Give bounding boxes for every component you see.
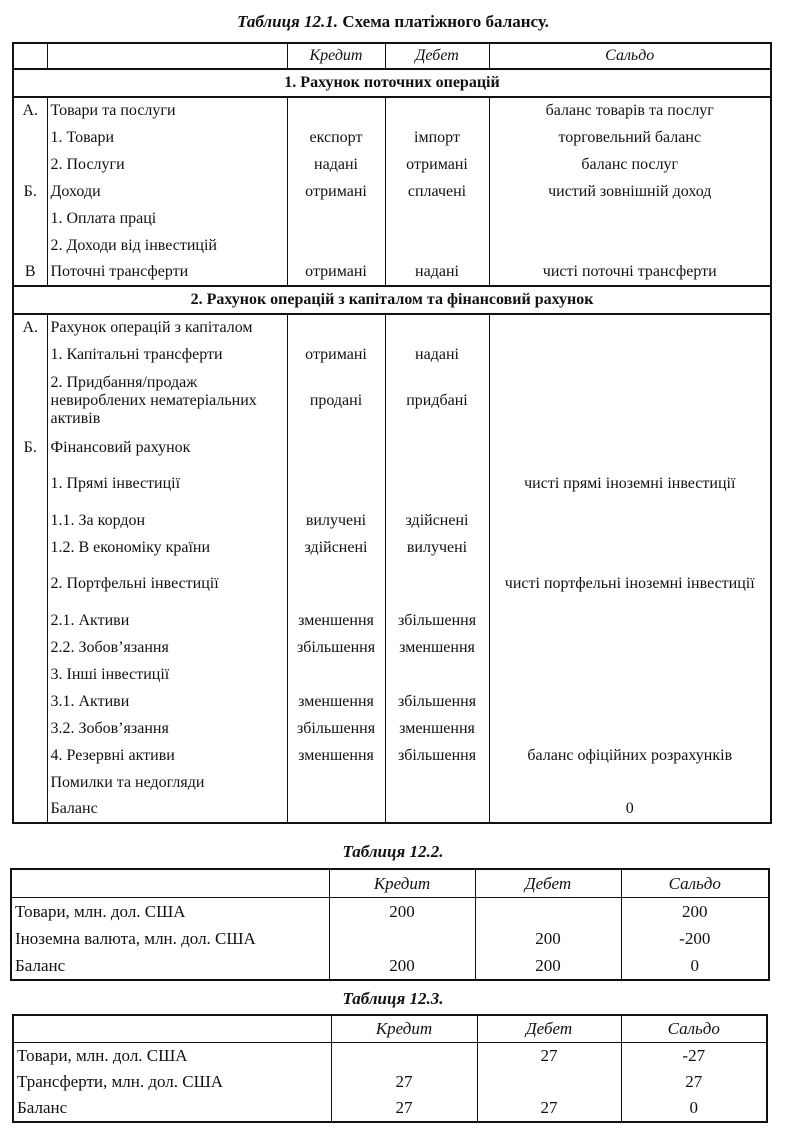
credit-cell: збільшення <box>287 634 385 661</box>
debit-cell: 27 <box>477 1043 621 1070</box>
column-header: Дебет <box>385 43 489 69</box>
balance-cell <box>489 314 771 341</box>
table-12-3-caption: Таблиця 12.3. <box>342 989 444 1008</box>
credit-cell: 27 <box>331 1069 477 1095</box>
item-label: 2.2. Зобов’язання <box>47 634 287 661</box>
row-letter <box>13 368 47 434</box>
debit-cell: 27 <box>477 1095 621 1122</box>
table-row <box>13 97 771 124</box>
row-letter: А. <box>13 97 47 124</box>
row-letter <box>13 124 47 151</box>
balance-cell <box>489 769 771 796</box>
row-letter <box>13 742 47 769</box>
item-label: Товари, млн. дол. США <box>11 898 329 926</box>
credit-cell: зменшення <box>287 742 385 769</box>
debit-cell: сплачені <box>385 178 489 205</box>
row-letter <box>13 661 47 688</box>
row-letter: А. <box>13 314 47 341</box>
row-letter <box>13 796 47 823</box>
item-label: 1. Капітальні трансферти <box>47 341 287 368</box>
item-label: 4. Резервні активи <box>47 742 287 769</box>
table-row <box>13 124 771 151</box>
section-row <box>13 69 771 97</box>
header-row <box>13 1015 767 1043</box>
row-letter <box>13 607 47 634</box>
column-header: Сальдо <box>489 43 771 69</box>
balance-cell: чисті портфельні іноземні інвестиції <box>489 561 771 607</box>
debit-cell: отримані <box>385 151 489 178</box>
credit-cell <box>287 661 385 688</box>
credit-cell: продані <box>287 368 385 434</box>
column-header: Кредит <box>329 869 475 898</box>
credit-cell <box>287 796 385 823</box>
debit-cell <box>475 898 621 926</box>
column-header <box>47 43 287 69</box>
balance-cell: 0 <box>621 952 769 980</box>
balance-cell: 200 <box>621 898 769 926</box>
debit-cell <box>477 1069 621 1095</box>
credit-cell: здійснені <box>287 534 385 561</box>
item-label: Іноземна валюта, млн. дол. США <box>11 925 329 952</box>
row-letter <box>13 561 47 607</box>
debit-cell: збільшення <box>385 688 489 715</box>
item-label: Баланс <box>47 796 287 823</box>
item-label: 2. Доходи від інвестицій <box>47 232 287 259</box>
table-row <box>13 232 771 259</box>
row-letter <box>13 461 47 507</box>
table-row <box>13 742 771 769</box>
section-title: 2. Рахунок операцій з капіталом та фінансовий рахунок <box>13 286 771 314</box>
table-row <box>13 715 771 742</box>
balance-cell <box>489 341 771 368</box>
debit-cell: збільшення <box>385 607 489 634</box>
debit-cell <box>385 205 489 232</box>
credit-cell <box>287 205 385 232</box>
row-letter <box>13 688 47 715</box>
payment-balance-scheme-table <box>12 42 772 824</box>
caption-number: Таблиця 12.1. <box>237 12 339 31</box>
table-row <box>13 178 771 205</box>
column-header <box>13 43 47 69</box>
credit-cell <box>287 769 385 796</box>
item-label: Товари та послуги <box>47 97 287 124</box>
item-label: Фінансовий рахунок <box>47 434 287 461</box>
balance-cell: торговельний баланс <box>489 124 771 151</box>
credit-cell <box>287 97 385 124</box>
table-12-2-caption: Таблиця 12.2. <box>342 842 444 861</box>
balance-cell: 27 <box>621 1069 767 1095</box>
column-header: Сальдо <box>621 869 769 898</box>
caption-title: Схема платіжного балансу. <box>338 12 549 31</box>
balance-cell <box>489 661 771 688</box>
balance-cell <box>489 232 771 259</box>
debit-cell: вилучені <box>385 534 489 561</box>
item-label: 1. Оплата праці <box>47 205 287 232</box>
item-label: Рахунок операцій з капіталом <box>47 314 287 341</box>
credit-cell: отримані <box>287 178 385 205</box>
balance-cell: чисті поточні трансферти <box>489 259 771 286</box>
item-label: 2. Послуги <box>47 151 287 178</box>
table-row <box>11 898 769 926</box>
table-row <box>13 368 771 434</box>
table-row <box>13 259 771 286</box>
table-12-2 <box>10 868 770 981</box>
debit-cell: надані <box>385 259 489 286</box>
item-label: 1. Товари <box>47 124 287 151</box>
balance-cell <box>489 634 771 661</box>
table-row <box>11 952 769 980</box>
credit-cell <box>287 232 385 259</box>
credit-cell: зменшення <box>287 688 385 715</box>
credit-cell: вилучені <box>287 507 385 534</box>
table-row <box>13 461 771 507</box>
credit-cell <box>287 461 385 507</box>
row-letter <box>13 151 47 178</box>
column-header: Дебет <box>475 869 621 898</box>
table-row <box>13 205 771 232</box>
table-row <box>13 769 771 796</box>
balance-cell <box>489 205 771 232</box>
table-row <box>13 1043 767 1070</box>
balance-cell: чисті прямі іноземні інвестиції <box>489 461 771 507</box>
row-letter <box>13 634 47 661</box>
row-letter <box>13 507 47 534</box>
item-label: Доходи <box>47 178 287 205</box>
row-letter <box>13 769 47 796</box>
debit-cell <box>385 561 489 607</box>
debit-cell <box>385 461 489 507</box>
balance-cell: 0 <box>489 796 771 823</box>
row-letter: Б. <box>13 178 47 205</box>
debit-cell: придбані <box>385 368 489 434</box>
row-letter <box>13 534 47 561</box>
table-row <box>13 341 771 368</box>
debit-cell: 200 <box>475 952 621 980</box>
row-letter <box>13 715 47 742</box>
debit-cell: імпорт <box>385 124 489 151</box>
row-letter: Б. <box>13 434 47 461</box>
item-label: 3.2. Зобов’язання <box>47 715 287 742</box>
credit-cell: отримані <box>287 259 385 286</box>
balance-cell <box>489 534 771 561</box>
balance-cell <box>489 715 771 742</box>
table-row <box>13 634 771 661</box>
item-label: Баланс <box>11 952 329 980</box>
credit-cell <box>287 561 385 607</box>
row-letter <box>13 232 47 259</box>
item-label: 2. Придбання/продаж невироблених нематеріальних активів <box>47 368 287 434</box>
table-row <box>13 661 771 688</box>
table-12-1-caption <box>0 12 786 32</box>
balance-cell: баланс товарів та послуг <box>489 97 771 124</box>
credit-cell: збільшення <box>287 715 385 742</box>
header-row <box>11 869 769 898</box>
balance-cell <box>489 368 771 434</box>
section-row <box>13 286 771 314</box>
table-row <box>13 607 771 634</box>
balance-cell <box>489 688 771 715</box>
item-label: 1.1. За кордон <box>47 507 287 534</box>
table-row <box>13 507 771 534</box>
row-letter <box>13 341 47 368</box>
debit-cell: збільшення <box>385 742 489 769</box>
debit-cell: зменшення <box>385 634 489 661</box>
balance-cell: -200 <box>621 925 769 952</box>
table-row <box>13 434 771 461</box>
item-label: 3. Інші інвестиції <box>47 661 287 688</box>
item-label: Баланс <box>13 1095 331 1122</box>
debit-cell <box>385 97 489 124</box>
table-row <box>13 561 771 607</box>
table-row <box>13 151 771 178</box>
debit-cell <box>385 232 489 259</box>
balance-cell <box>489 607 771 634</box>
debit-cell: здійснені <box>385 507 489 534</box>
debit-cell: надані <box>385 341 489 368</box>
table-12-3 <box>12 1014 768 1123</box>
debit-cell: 200 <box>475 925 621 952</box>
item-label: 1. Прямі інвестиції <box>47 461 287 507</box>
credit-cell <box>331 1043 477 1070</box>
table-row <box>13 796 771 823</box>
column-header <box>13 1015 331 1043</box>
debit-cell <box>385 769 489 796</box>
credit-cell <box>287 434 385 461</box>
item-label: 1.2. В економіку країни <box>47 534 287 561</box>
balance-cell <box>489 507 771 534</box>
table-row <box>11 925 769 952</box>
credit-cell: отримані <box>287 341 385 368</box>
balance-cell: баланс офіційних розрахунків <box>489 742 771 769</box>
row-letter <box>13 205 47 232</box>
section-title: 1. Рахунок поточних операцій <box>13 69 771 97</box>
column-header: Сальдо <box>621 1015 767 1043</box>
credit-cell <box>287 314 385 341</box>
item-label: Помилки та недогляди <box>47 769 287 796</box>
credit-cell: 200 <box>329 952 475 980</box>
column-header: Кредит <box>331 1015 477 1043</box>
debit-cell <box>385 314 489 341</box>
credit-cell: 200 <box>329 898 475 926</box>
row-letter: В <box>13 259 47 286</box>
column-header: Дебет <box>477 1015 621 1043</box>
table-row <box>13 534 771 561</box>
column-header: Кредит <box>287 43 385 69</box>
credit-cell: надані <box>287 151 385 178</box>
debit-cell <box>385 796 489 823</box>
item-label: Трансферти, млн. дол. США <box>13 1069 331 1095</box>
balance-cell: чистий зовнішній доход <box>489 178 771 205</box>
item-label: Товари, млн. дол. США <box>13 1043 331 1070</box>
balance-cell: баланс послуг <box>489 151 771 178</box>
table-row <box>13 314 771 341</box>
table-row <box>13 688 771 715</box>
debit-cell <box>385 661 489 688</box>
credit-cell: 27 <box>331 1095 477 1122</box>
item-label: 2. Портфельні інвестиції <box>47 561 287 607</box>
credit-cell: експорт <box>287 124 385 151</box>
item-label: 2.1. Активи <box>47 607 287 634</box>
table-row <box>13 1069 767 1095</box>
credit-cell <box>329 925 475 952</box>
balance-cell <box>489 434 771 461</box>
table-row <box>13 1095 767 1122</box>
item-label: 3.1. Активи <box>47 688 287 715</box>
header-row <box>13 43 771 69</box>
debit-cell: зменшення <box>385 715 489 742</box>
item-label: Поточні трансферти <box>47 259 287 286</box>
credit-cell: зменшення <box>287 607 385 634</box>
column-header <box>11 869 329 898</box>
balance-cell: -27 <box>621 1043 767 1070</box>
debit-cell <box>385 434 489 461</box>
balance-cell: 0 <box>621 1095 767 1122</box>
